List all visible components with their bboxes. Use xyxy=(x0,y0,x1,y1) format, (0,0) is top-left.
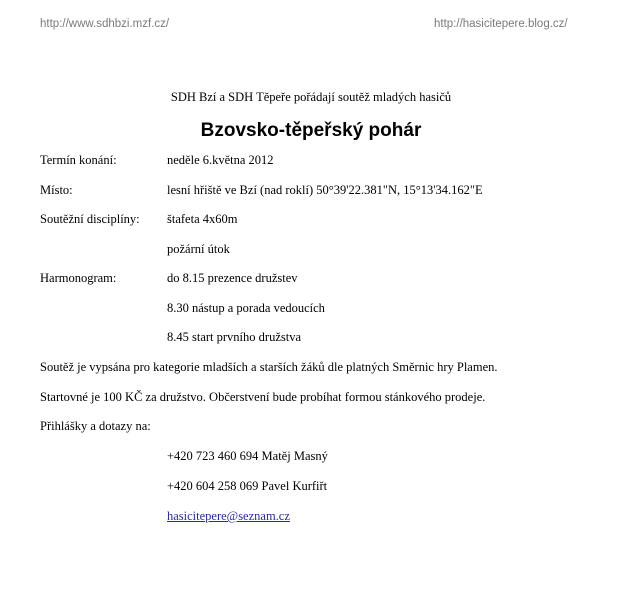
harmonogram-label: Harmonogram: xyxy=(40,271,117,285)
termin-row xyxy=(0,151,639,169)
startovne-paragraph xyxy=(0,388,639,406)
contact-row xyxy=(0,477,639,495)
harmonogram-row-2 xyxy=(0,299,639,317)
termin-label: Termín konání: xyxy=(40,153,117,167)
kategorie-text: Soutěž je vypsána pro kategorie mladších a starších žáků dle platných Směrnic hry Plamen. xyxy=(40,360,498,374)
header-right-url: http://hasicitepere.blog.cz/ xyxy=(434,18,568,30)
discipliny-row-2 xyxy=(0,240,639,258)
termin-value: neděle 6.května 2012 xyxy=(167,153,274,167)
intro-line: SDH Bzí a SDH Těpeře pořádají soutěž mladých hasičů xyxy=(170,90,452,104)
harmonogram-item: 8.30 nástup a porada vedoucích xyxy=(167,301,325,315)
discipliny-item: požární útok xyxy=(167,242,230,256)
harmonogram-item: do 8.15 prezence družstev xyxy=(167,271,298,285)
misto-value: lesní hřiště ve Bzí (nad roklí) 50°39'22.381"N, 15°13'34.162"E xyxy=(167,183,483,197)
contact-email-link[interactable]: hasicitepere@seznam.cz xyxy=(167,509,290,523)
contact-phone-1: +420 723 460 694 Matěj Masný xyxy=(167,449,328,463)
prihlasky-paragraph xyxy=(0,417,639,435)
header-left-url: http://www.sdhbzi.mzf.cz/ xyxy=(40,18,170,30)
discipliny-row xyxy=(0,210,639,228)
prihlasky-text: Přihlášky a dotazy na: xyxy=(40,419,151,433)
contact-row xyxy=(0,507,639,525)
harmonogram-row xyxy=(0,269,639,287)
misto-row xyxy=(0,181,639,199)
discipliny-item: štafeta 4x60m xyxy=(167,212,238,226)
kategorie-paragraph xyxy=(0,358,639,376)
misto-label: Místo: xyxy=(40,183,73,197)
contact-row xyxy=(0,447,639,465)
harmonogram-item: 8.45 start prvního družstva xyxy=(167,330,302,344)
harmonogram-row-3 xyxy=(0,328,639,346)
discipliny-label: Soutěžní disciplíny: xyxy=(40,212,140,226)
document-title: Bzovsko-těpeřský pohár xyxy=(200,120,422,141)
contact-phone-2: +420 604 258 069 Pavel Kurfiřt xyxy=(167,479,328,493)
startovne-text: Startovné je 100 KČ za družstvo. Občerstvení bude probíhat formou stánkového prodeje. xyxy=(40,390,486,404)
